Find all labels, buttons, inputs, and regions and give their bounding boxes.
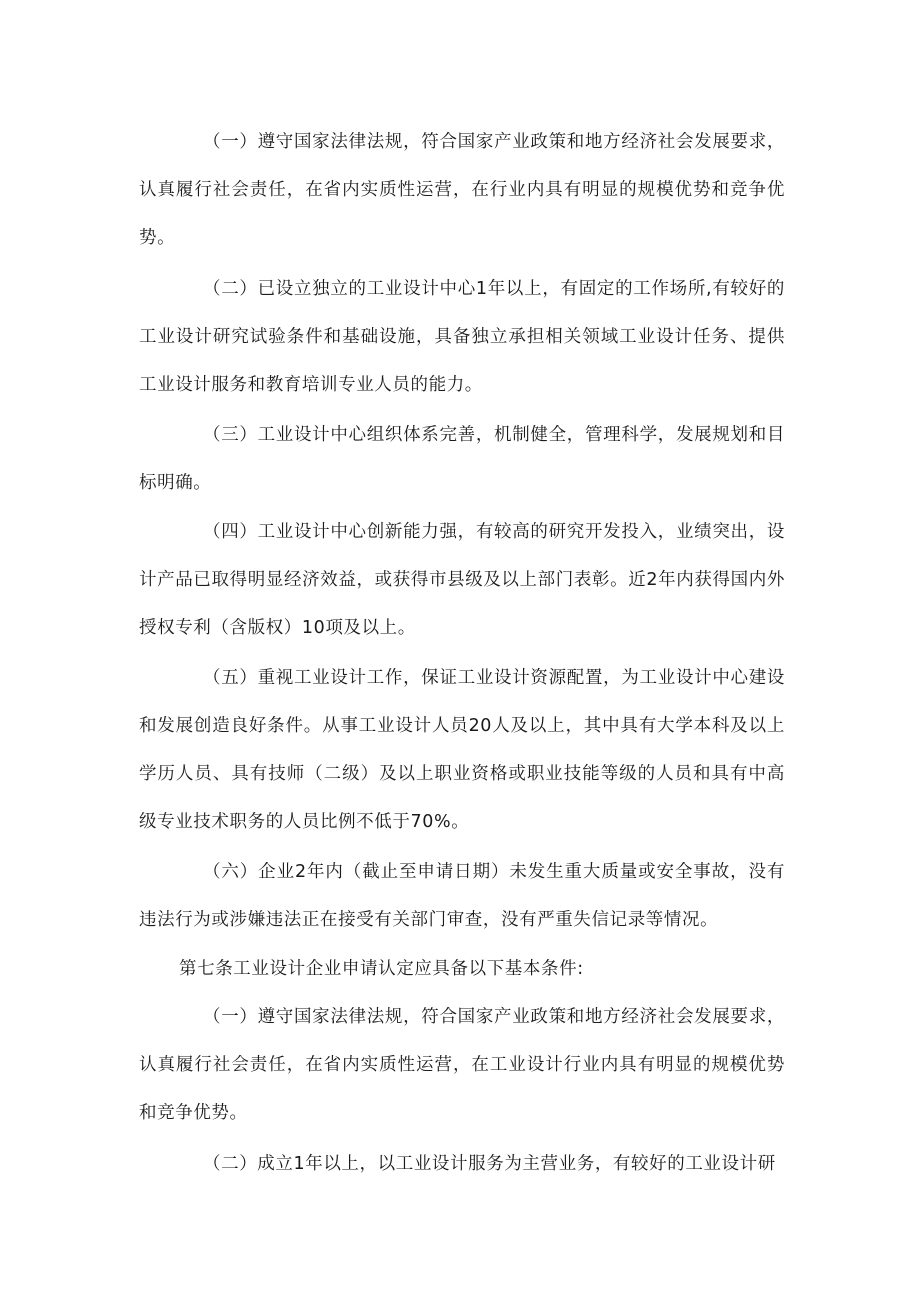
paragraph-requirement-2: （二）已设立独立的工业设计中心1年以上，有固定的工作场所,有较好的工业设计研究试验条件和基础设施，具备独立承担相关领域工业设计任务、提供工业设计服务和教育培训专业人员的能力。 xyxy=(139,279,785,395)
paragraph-requirement-3: （三）工业设计中心组织体系完善，机制健全，管理科学，发展规划和目标明确。 xyxy=(139,425,785,493)
paragraph-requirement-4: （四）工业设计中心创新能力强，有较高的研究开发投入，业绩突出，设计产品已取得明显经济效益，或获得市县级及以上部门表彰。近2年内获得国内外授权专利（含版权）10项及以上。 xyxy=(139,522,785,638)
paragraph-requirement-6: （六）企业2年内（截止至申请日期）未发生重大质量或安全事故，没有违法行为或涉嫌违法正在接受有关部门审查，没有严重失信记录等情况。 xyxy=(139,862,785,930)
paragraph-enterprise-requirement-1: （一）遵守国家法律法规，符合国家产业政策和地方经济社会发展要求，认真履行社会责任，在省内实质性运营，在工业设计行业内具有明显的规模优势和竞争优势。 xyxy=(139,1007,785,1123)
paragraph-enterprise-requirement-2: （二）成立1年以上，以工业设计服务为主营业务，有较好的工业设计研 xyxy=(203,1154,776,1174)
paragraph-requirement-5: （五）重视工业设计工作，保证工业设计资源配置，为工业设计中心建设和发展创造良好条件。从事工业设计人员20人及以上，其中具有大学本科及以上学历人员、具有技师（二级）及以上职业资格或职业技能等级的人员和具有中高级专业技术职务的人员比例不低于70%。 xyxy=(139,668,785,832)
article-7-heading: 第七条工业设计企业申请认定应具备以下基本条件: xyxy=(179,959,584,979)
paragraph-requirement-1: （一）遵守国家法律法规，符合国家产业政策和地方经济社会发展要求，认真履行社会责任，在省内实质性运营，在行业内具有明显的规模优势和竞争优势。 xyxy=(139,132,785,248)
